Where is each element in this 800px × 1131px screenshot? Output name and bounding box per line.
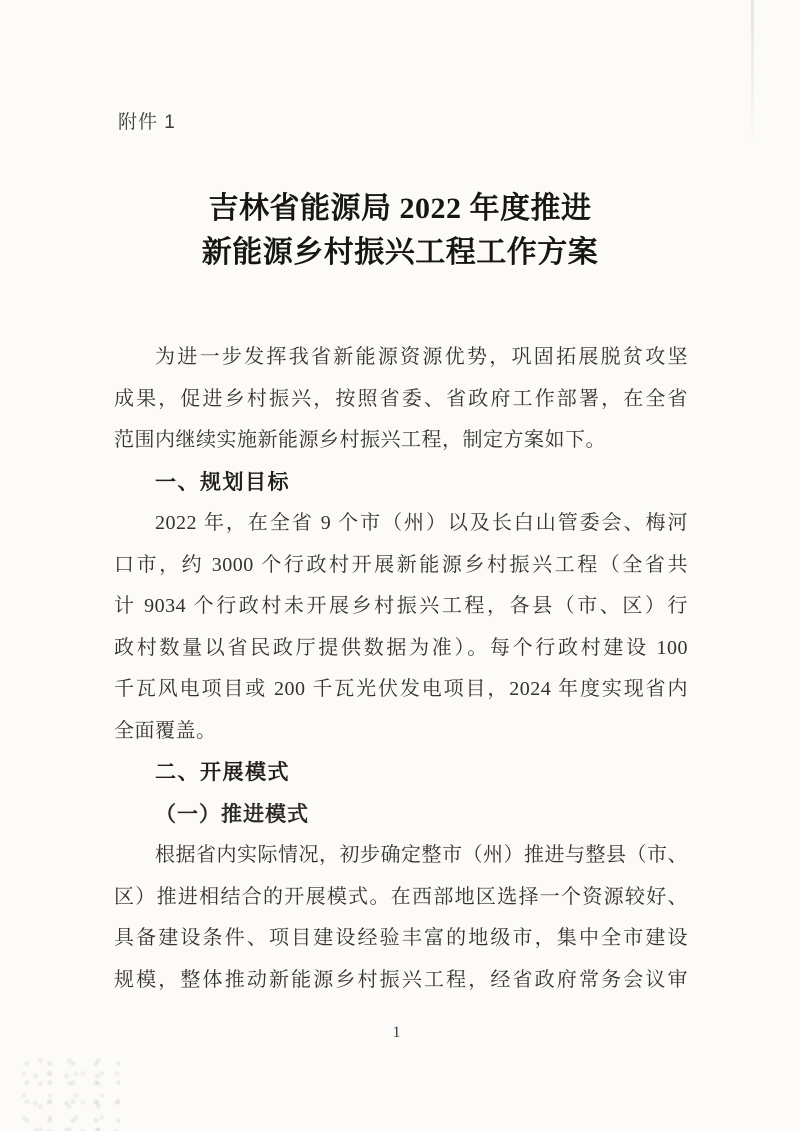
text-line: 成果，促进乡村振兴，按照省委、省政府工作部署，在全省 xyxy=(114,387,688,410)
text-line: 计 9034 个行政村未开展乡村振兴工程，各县（市、区）行 xyxy=(114,595,688,617)
text-line: 根据省内实际情况，初步确定整市（州）推进与整县（市、 xyxy=(155,844,688,866)
document-title xyxy=(0,187,800,275)
text-line: 为进一步发挥我省新能源资源优势，巩固拓展脱贫攻坚 xyxy=(155,346,688,368)
text-line: 范围内继续实施新能源乡村振兴工程，制定方案如下。 xyxy=(114,429,606,451)
text-line: 区）推进相结合的开展模式。在西部地区选择一个资源较好、 xyxy=(114,885,688,908)
text-line: 千瓦风电项目或 200 千瓦光伏发电项目，2024 年度实现省内 xyxy=(114,678,688,700)
section-heading: 二、开展模式 xyxy=(155,761,290,784)
text-line: 政村数量以省民政厅提供数据为准）。每个行政村建设 100 xyxy=(114,636,688,659)
document-title-line1: 吉林省能源局 2022 年度推进 xyxy=(208,192,592,225)
attachment-label: 附件 1 xyxy=(118,112,176,133)
text-line: 具备建设条件、项目建设经验丰富的地级市，集中全市建设 xyxy=(114,927,688,949)
scan-artifact-noise xyxy=(20,1056,120,1131)
subsection-heading: （一）推进模式 xyxy=(155,801,309,826)
text-line: 2022 年，在全省 9 个市（州）以及长白山管委会、梅河 xyxy=(155,512,688,534)
text-line: 口市，约 3000 个行政村开展新能源乡村振兴工程（全省共 xyxy=(114,553,688,576)
section-heading: 一、规划目标 xyxy=(155,470,290,494)
page-number: 1 xyxy=(392,1024,401,1041)
document-title-line2: 新能源乡村振兴工程工作方案 xyxy=(201,236,599,269)
text-line: 规模，整体推动新能源乡村振兴工程，经省政府常务会议审 xyxy=(114,968,688,991)
document-body xyxy=(114,337,688,1001)
scan-artifact-right-edge xyxy=(751,0,754,150)
text-line: 全面覆盖。 xyxy=(114,719,217,742)
